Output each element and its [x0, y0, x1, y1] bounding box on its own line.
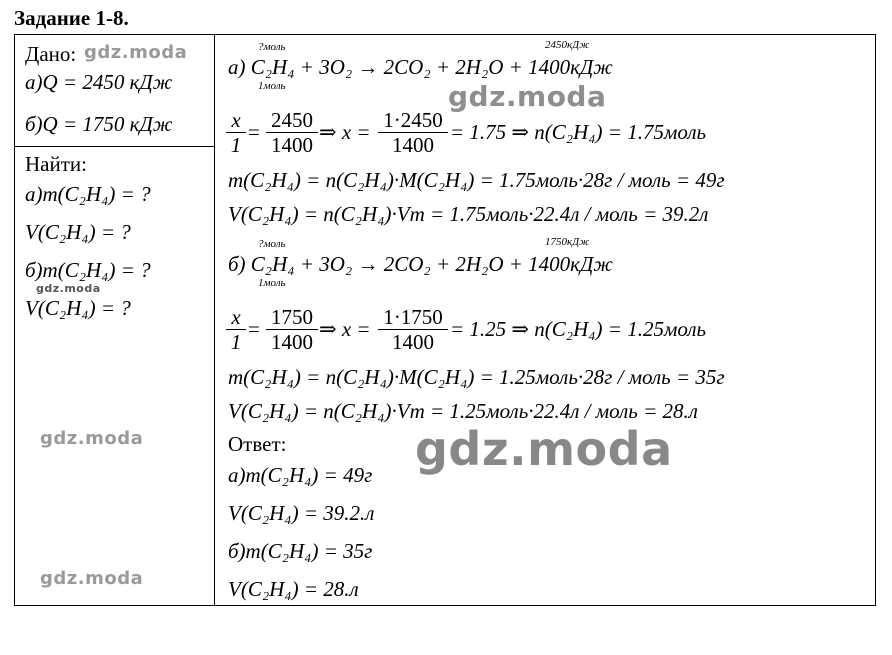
watermark: gdz.moda	[40, 428, 144, 449]
fraction-1750-over-1400	[266, 305, 318, 354]
mass-calc-a: m(C₂H₄) = n(C₂H₄)·M(C₂H₄) = 1.75моль·28г / моль = 49г	[228, 168, 725, 192]
moles-unknown-b: ?моль	[258, 238, 286, 250]
fraction-x-over-1-b	[226, 305, 246, 354]
watermark: gdz.moda	[36, 282, 101, 295]
answer-label: Ответ:	[228, 432, 287, 456]
moles-one-b: 1моль	[258, 277, 286, 289]
fraction-numerator: 1·2450	[378, 108, 448, 133]
energy-given-a: 2450кДж	[545, 39, 590, 51]
fraction-denominator: 1400	[392, 330, 434, 354]
energy-given-b: 1750кДж	[545, 236, 590, 248]
equals-sign-a: =	[248, 120, 260, 144]
implies-x-b: ⇒ x =	[319, 317, 371, 341]
watermark: gdz.moda	[448, 80, 607, 113]
answer-1: а)m(C₂H₄) = 49г	[228, 463, 373, 487]
fraction-denominator: 1400	[392, 133, 434, 157]
answer-3: б)m(C₂H₄) = 35г	[228, 539, 373, 563]
moles-result-b: = 1.25 ⇒ n(C₂H₄) = 1.25моль	[450, 317, 707, 341]
find-item-1: а)m(C₂H₄) = ?	[25, 182, 151, 206]
volume-calc-b: V(C₂H₄) = n(C₂H₄)·Vm = 1.25моль·22.4л / моль = 28.л	[228, 399, 698, 423]
fraction-numerator: 1·1750	[378, 305, 448, 330]
watermark: gdz.moda	[415, 422, 673, 476]
given-label: Дано:	[25, 42, 77, 66]
moles-unknown-a: ?моль	[258, 41, 286, 53]
implies-x-a: ⇒ x =	[319, 120, 371, 144]
volume-calc-a: V(C₂H₄) = n(C₂H₄)·Vm = 1.75моль·22.4л / моль = 39.2л	[228, 202, 709, 226]
fraction-denominator: 1	[230, 330, 242, 354]
fraction-denominator: 1	[230, 133, 242, 157]
given-find-divider	[14, 146, 215, 147]
find-item-4: V(C₂H₄) = ?	[25, 296, 131, 320]
fraction-numerator: x	[226, 305, 246, 330]
moles-result-a: = 1.75 ⇒ n(C₂H₄) = 1.75моль	[450, 120, 707, 144]
mass-calc-b: m(C₂H₄) = n(C₂H₄)·M(C₂H₄) = 1.25моль·28г / моль = 35г	[228, 365, 725, 389]
equals-sign-b: =	[248, 317, 260, 341]
watermark: gdz.moda	[84, 42, 188, 63]
page-title: Задание 1-8.	[14, 6, 129, 30]
fraction-numerator: x	[226, 108, 246, 133]
fraction-2450-over-1400	[266, 108, 318, 157]
given-item-b: б)Q = 1750 кДж	[25, 112, 173, 136]
fraction-numerator: 1750	[266, 305, 318, 330]
equation-a: а) C₂H₄ + 3O₂ → 2CO₂ + 2H₂O + 1400кДж	[228, 55, 613, 79]
fraction-1x2450-over-1400	[378, 108, 448, 157]
equation-b: б) C₂H₄ + 3O₂ → 2CO₂ + 2H₂O + 1400кДж	[228, 252, 613, 276]
column-divider	[214, 34, 215, 606]
find-item-3: б)m(C₂H₄) = ?	[25, 258, 151, 282]
fraction-denominator: 1400	[271, 133, 313, 157]
fraction-denominator: 1400	[271, 330, 313, 354]
fraction-numerator: 2450	[266, 108, 318, 133]
fraction-1x1750-over-1400	[378, 305, 448, 354]
watermark: gdz.moda	[40, 568, 144, 589]
answer-2: V(C₂H₄) = 39.2.л	[228, 501, 375, 525]
given-item-a: а)Q = 2450 кДж	[25, 70, 173, 94]
find-item-2: V(C₂H₄) = ?	[25, 220, 131, 244]
find-label: Найти:	[25, 152, 87, 176]
fraction-x-over-1-a	[226, 108, 246, 157]
moles-one-a: 1моль	[258, 80, 286, 92]
answer-4: V(C₂H₄) = 28.л	[228, 577, 359, 601]
